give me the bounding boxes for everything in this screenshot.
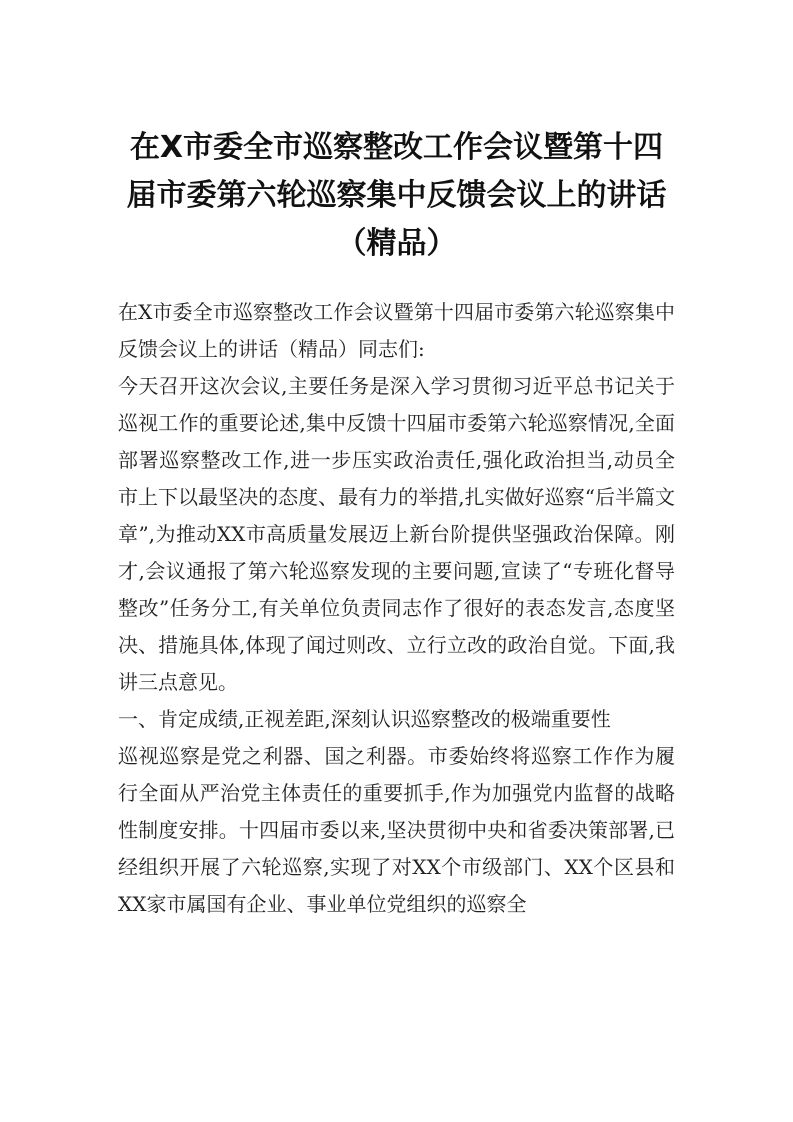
document-body	[118, 294, 675, 923]
paragraph-opening: 今天召开这次会议,主要任务是深入学习贯彻习近平总书记关于巡视工作的重要论述,集中反馈十四届市委第六轮巡察情况,全面部署巡察整改工作,进一步压实政治责任,强化政治担当,动员全市上下以最坚决的态度、最有力的举措,扎实做好巡察“后半篇文章”,为推动XX市高质量发展迈上新台阶提供坚强政治保障。刚才,会议通报了第六轮巡察发现的主要问题,宣读了“专班化督导整改”任务分工,有关单位负责同志作了很好的表态发言,态度坚决、措施具体,体现了闻过则改、立行立改的政治自觉。下面,我讲三点意见。	[118, 374, 675, 694]
paragraph-heading-repeat: 在X市委全市巡察整改工作会议暨第十四届市委第六轮巡察集中反馈会议上的讲话（精品）同志们:	[118, 300, 675, 361]
document-title: 在X市委全市巡察整改工作会议暨第十四届市委第六轮巡察集中反馈会议上的讲话（精品）	[126, 130, 667, 261]
section-heading-1: 一、肯定成绩,正视差距,深刻认识巡察整改的极端重要性	[118, 707, 611, 731]
paragraph-section-1: 巡视巡察是党之利器、国之利器。市委始终将巡察工作作为履行全面从严治党主体责任的重要抓手,作为加强党内监督的战略性制度安排。十四届市委以来,坚决贯彻中央和省委决策部署,已经组织开展了六轮巡察,实现了对XX个市级部门、XX个区县和XX家市属国有企业、事业单位党组织的巡察全	[118, 744, 675, 916]
